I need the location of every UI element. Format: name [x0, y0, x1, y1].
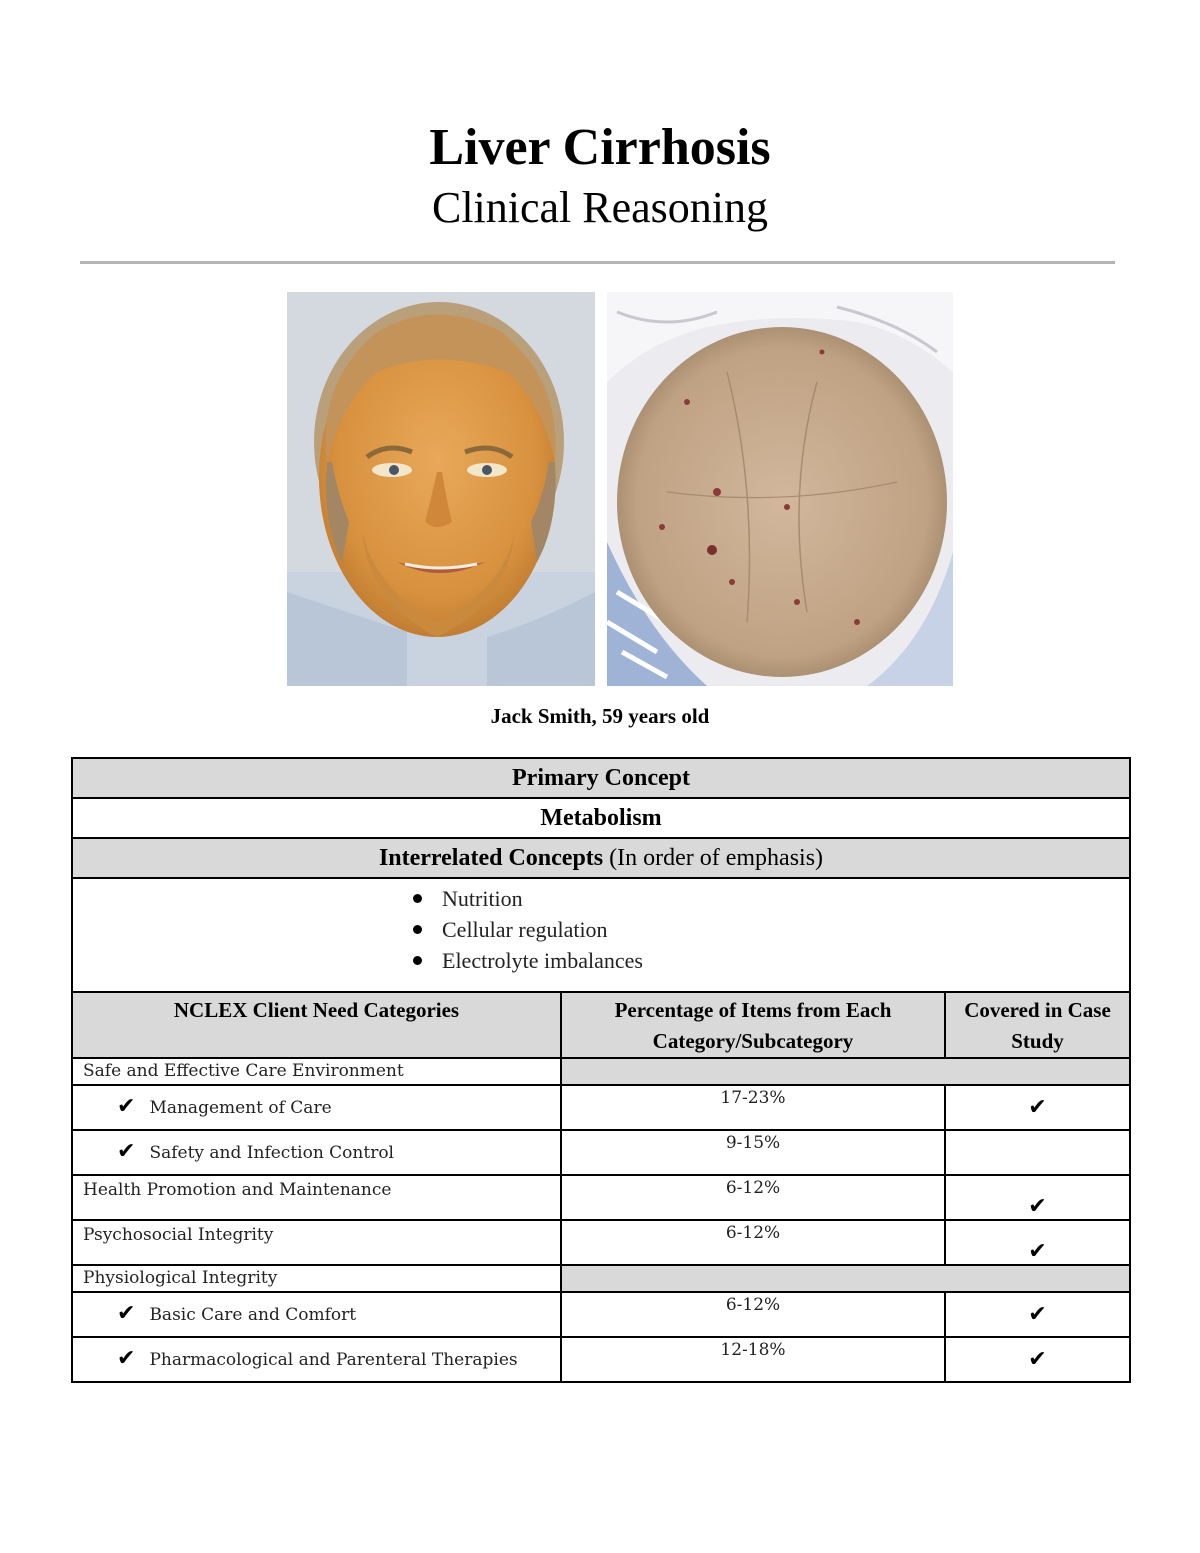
bullet-icon — [413, 925, 422, 934]
check-icon: ✔ — [117, 1139, 136, 1164]
list-item: Electrolyte imbalances — [413, 945, 813, 976]
patient-face-photo — [287, 292, 595, 686]
category-label: Health Promotion and Maintenance — [72, 1175, 561, 1220]
bullet-icon — [413, 894, 422, 903]
percentage-cell: 12-18% — [561, 1337, 945, 1382]
covered-cell — [945, 1337, 1130, 1382]
title-divider — [80, 261, 1115, 264]
interrelated-concepts-header — [72, 838, 1130, 878]
table-row — [72, 1130, 1130, 1175]
bullet-icon — [413, 956, 422, 965]
table-row — [72, 1292, 1130, 1337]
check-icon: ✔ — [1028, 1239, 1047, 1264]
table-row — [72, 1220, 1130, 1265]
covered-cell — [945, 1292, 1130, 1337]
check-icon: ✔ — [117, 1094, 136, 1119]
patient-abdomen-photo — [607, 292, 953, 686]
covered-cell — [945, 1220, 1130, 1265]
covered-cell — [945, 1130, 1130, 1175]
interrelated-label: Interrelated Concepts — [378, 845, 604, 871]
check-icon: ✔ — [117, 1301, 136, 1326]
check-icon: ✔ — [1028, 1095, 1047, 1120]
document-title: Liver Cirrhosis — [429, 119, 771, 176]
percentage-cell: 9-15% — [561, 1130, 945, 1175]
percentage-cell: 6-12% — [561, 1220, 945, 1265]
table-row — [72, 1085, 1130, 1130]
primary-concept-header: Primary Concept — [72, 758, 1130, 798]
category-label: Psychosocial Integrity — [72, 1220, 561, 1265]
category-shaded-cell — [561, 1265, 1130, 1292]
primary-concept-value: Metabolism — [72, 798, 1130, 838]
category-shaded-cell — [561, 1058, 1130, 1085]
patient-caption: Jack Smith, 59 years old — [490, 704, 710, 728]
subcategory-label: Basic Care and Comfort — [149, 1305, 357, 1325]
subcategory-cell — [72, 1337, 561, 1382]
table-row — [72, 1175, 1130, 1220]
check-icon: ✔ — [117, 1346, 136, 1371]
percentage-cell: 6-12% — [561, 1292, 945, 1337]
percentage-cell: 17-23% — [561, 1085, 945, 1130]
percentage-cell: 6-12% — [561, 1175, 945, 1220]
check-icon: ✔ — [1028, 1347, 1047, 1372]
category-label: Physiological Integrity — [72, 1265, 561, 1292]
concept-table — [71, 757, 1131, 1383]
interrelated-note: (In order of emphasis) — [609, 845, 824, 871]
col-header-category: NCLEX Client Need Categories — [72, 992, 561, 1058]
check-icon: ✔ — [1028, 1302, 1047, 1327]
table-row — [72, 1337, 1130, 1382]
category-label: Safe and Effective Care Environment — [72, 1058, 561, 1085]
subcategory-cell — [72, 1292, 561, 1337]
table-row — [72, 1058, 1130, 1085]
list-item: Nutrition — [413, 883, 813, 914]
subcategory-label: Pharmacological and Parenteral Therapies — [149, 1350, 518, 1370]
covered-cell — [945, 1085, 1130, 1130]
document-subtitle: Clinical Reasoning — [431, 183, 769, 232]
subcategory-cell — [72, 1085, 561, 1130]
check-icon: ✔ — [1028, 1194, 1047, 1219]
subcategory-label: Safety and Infection Control — [149, 1143, 394, 1163]
subcategory-label: Management of Care — [149, 1098, 332, 1118]
subcategory-cell — [72, 1130, 561, 1175]
col-header-percentage: Percentage of Items from Each Category/Subcategory — [561, 992, 945, 1058]
covered-cell — [945, 1175, 1130, 1220]
col-header-covered: Covered in Case Study — [945, 992, 1130, 1058]
interrelated-concepts-list — [72, 878, 1130, 992]
table-row — [72, 1265, 1130, 1292]
list-item: Cellular regulation — [413, 914, 813, 945]
